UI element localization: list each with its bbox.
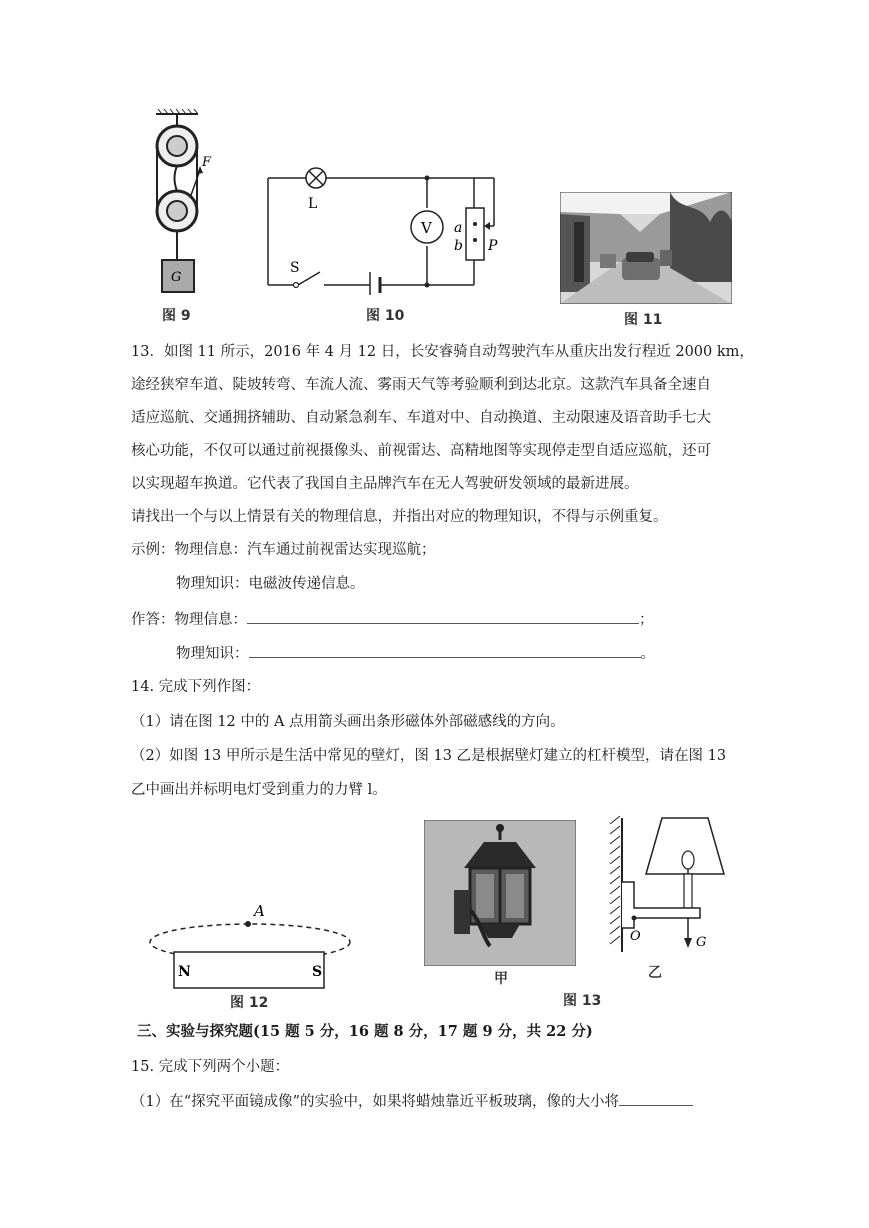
- b-label: b: [454, 238, 463, 254]
- answer-knowledge-end: 。: [640, 646, 655, 662]
- voltmeter-label: V: [421, 219, 432, 237]
- q13-line-2: 途经狭窄车道、陡坡转弯、车流人流、雾雨天气等考验顺利到达北京。这款汽车具备全速自: [131, 377, 711, 393]
- figure-13-lever-model: [604, 810, 734, 966]
- figure-10-caption: 图 10: [366, 308, 405, 324]
- q14-part1: （1）请在图 12 中的 A 点用箭头画出条形磁体外部磁感线的方向。: [131, 714, 565, 730]
- p-label: P: [488, 238, 498, 254]
- figure-10-circuit: [262, 160, 512, 295]
- answer-knowledge-label: 物理知识：: [176, 646, 249, 662]
- q13-line-5: 以实现超车换道。它代表了我国自主品牌汽车在无人驾驶研发领域的最新进展。: [131, 476, 639, 492]
- answer-knowledge-blank[interactable]: [249, 643, 641, 658]
- q14-part2-line1: （2）如图 13 甲所示是生活中常见的壁灯，图 13 乙是根据壁灯建立的杠杆模型，请在图 13: [131, 748, 727, 764]
- figure-9-caption: 图 9: [162, 308, 191, 324]
- answer-info-end: ；: [639, 612, 654, 628]
- q15-part1-text: （1）在“探究平面镜成像”的实验中，如果将蜡烛靠近平板玻璃，像的大小将: [131, 1094, 620, 1110]
- answer-info-blank[interactable]: [247, 609, 639, 624]
- south-pole-label: S: [312, 964, 323, 980]
- q14-part2-line2: 乙中画出并标明电灯受到重力的力臂 l。: [131, 782, 387, 798]
- q13-instruction: 请找出一个与以上情景有关的物理信息，并指出对应的物理知识，不得与示例重复。: [131, 509, 668, 525]
- q13-line-3: 适应巡航、交通拥挤辅助、自动紧急刹车、车道对中、自动换道、主动限速及语音助手七大: [131, 410, 711, 426]
- q13-example-info: 示例：物理信息：汽车通过前视雷达实现巡航；: [131, 542, 436, 558]
- q13-line-1: 13．如图 11 所示，2016 年 4 月 12 日，长安睿骑自动驾驶汽车从重庆出发行程近 2000 km，: [131, 344, 754, 360]
- a-label: a: [454, 220, 463, 236]
- figure-12-magnet: [146, 902, 356, 994]
- figure-9-pulley: [150, 108, 220, 308]
- figure-12-caption: 图 12: [230, 995, 269, 1011]
- answer-info-label: 作答：物理信息：: [131, 612, 247, 628]
- switch-label: S: [290, 260, 300, 276]
- north-pole-label: N: [178, 964, 191, 980]
- figure-11-photo: [560, 192, 732, 304]
- q13-line-4: 核心功能，不仅可以通过前视摄像头、前视雷达、高精地图等实现停走型自适应巡航，还可: [131, 443, 711, 459]
- gravity-g-label: G: [696, 935, 707, 950]
- figure-13-left-label: 甲: [494, 971, 508, 987]
- weight-label: G: [171, 270, 182, 285]
- section-3-heading: 三、实验与探究题(15 题 5 分，16 题 8 分，17 题 9 分，共 22 分): [137, 1023, 593, 1040]
- q15-part1-blank[interactable]: [619, 1091, 693, 1106]
- q13-example-knowledge: 物理知识：电磁波传递信息。: [176, 576, 365, 592]
- q13-answer-info-row: [131, 609, 654, 630]
- q14-title: 14. 完成下列作图：: [131, 679, 261, 695]
- pivot-o-label: O: [630, 929, 641, 944]
- q15-title: 15. 完成下列两个小题：: [131, 1059, 290, 1075]
- lamp-label: L: [308, 196, 318, 212]
- q13-answer-knowledge-row: [176, 643, 655, 664]
- figure-13-caption: 图 13: [563, 993, 602, 1009]
- figure-11-caption: 图 11: [624, 312, 663, 328]
- figure-13-lamp-photo: [424, 820, 576, 966]
- q15-part1-row: [131, 1091, 693, 1112]
- figure-13-right-label: 乙: [648, 965, 662, 981]
- force-label: F: [202, 155, 212, 170]
- point-a-label: A: [254, 902, 265, 920]
